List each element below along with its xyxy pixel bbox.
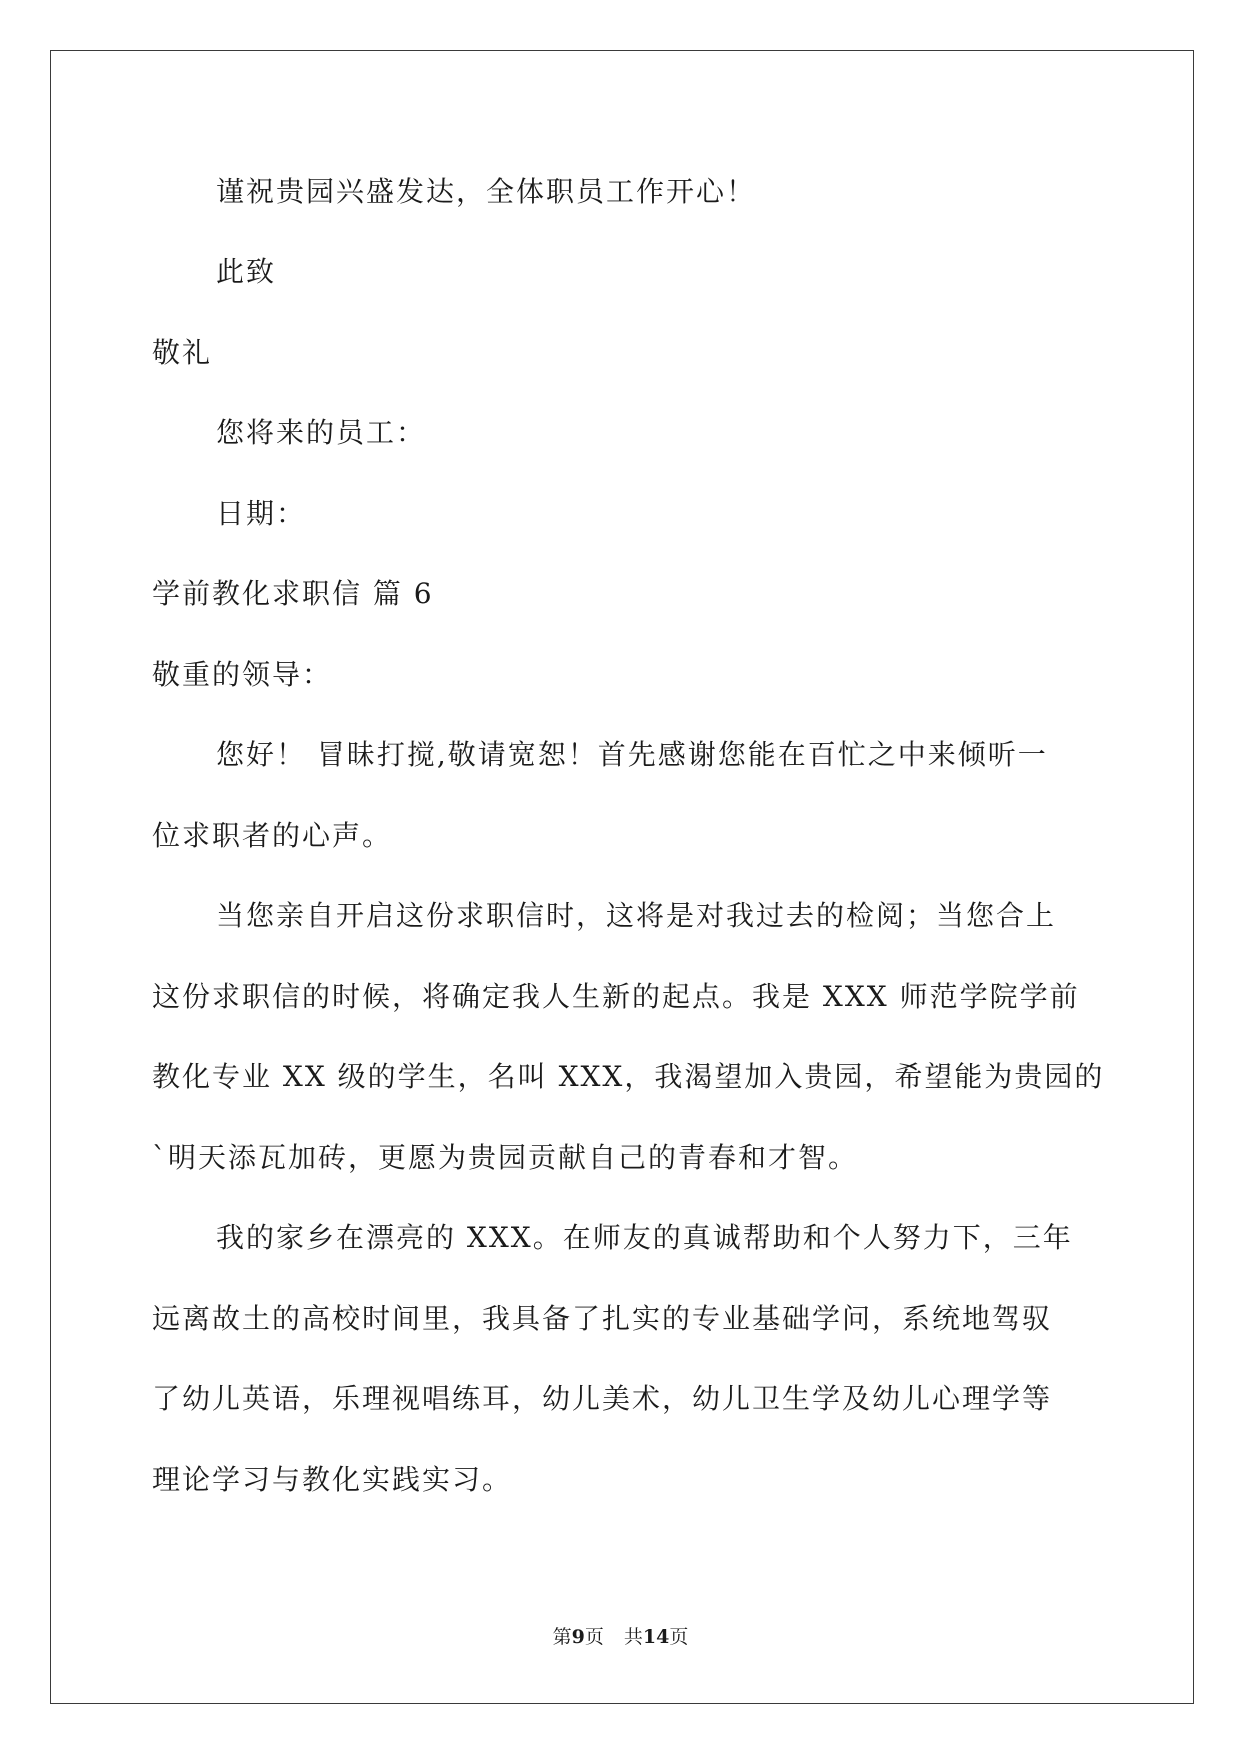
- footer-page-number: 9: [571, 1626, 585, 1648]
- paragraph-line: 我的家乡在漂亮的 XXX。在师友的真诚帮助和个人努力下，三年: [216, 1221, 1073, 1254]
- paragraph-line: 教化专业 XX 级的学生，名叫 XXX，我渴望加入贵园，希望能为贵园的: [152, 1060, 1105, 1093]
- paragraph-line: 理论学习与教化实践实习。: [152, 1463, 513, 1496]
- footer-prefix: 第: [552, 1626, 572, 1648]
- footer-total-pages: 14: [642, 1626, 670, 1648]
- paragraph-line: 了幼儿英语，乐理视唱练耳，幼儿美术，幼儿卫生学及幼儿心理学等: [152, 1382, 1053, 1415]
- salutation-line: 此致: [216, 255, 277, 288]
- paragraph-line: 位求职者的心声。: [152, 819, 393, 852]
- footer-total-unit: 页: [669, 1626, 689, 1648]
- section-heading: 学前教化求职信 篇 6: [152, 577, 434, 610]
- salutation-line: 敬礼: [152, 336, 213, 369]
- paragraph-line: 当您亲自开启这份求职信时，这将是对我过去的检阅；当您合上: [216, 899, 1057, 932]
- date-line: 日期：: [216, 497, 307, 530]
- footer-total-prefix: 共: [623, 1626, 643, 1648]
- paragraph-line: 谨祝贵园兴盛发达，全体职员工作开心！: [216, 175, 757, 208]
- paragraph-line: 您好！ 冒昧打搅,敬请宽恕！首先感谢您能在百忙之中来倾听一: [216, 738, 1048, 771]
- paragraph-line: 远离故土的高校时间里，我具备了扎实的专业基础学问，系统地驾驭: [152, 1302, 1053, 1335]
- footer-page-unit: 页: [584, 1626, 604, 1648]
- page-footer: [0, 1625, 1241, 1649]
- signature-line: 您将来的员工：: [216, 416, 427, 449]
- paragraph-line: `明天添瓦加砖，更愿为贵园贡献自己的青春和才智。: [152, 1141, 859, 1174]
- greeting-line: 敬重的领导：: [152, 658, 333, 691]
- page-border: [50, 50, 1194, 1704]
- paragraph-line: 这份求职信的时候，将确定我人生新的起点。我是 XXX 师范学院学前: [152, 980, 1080, 1013]
